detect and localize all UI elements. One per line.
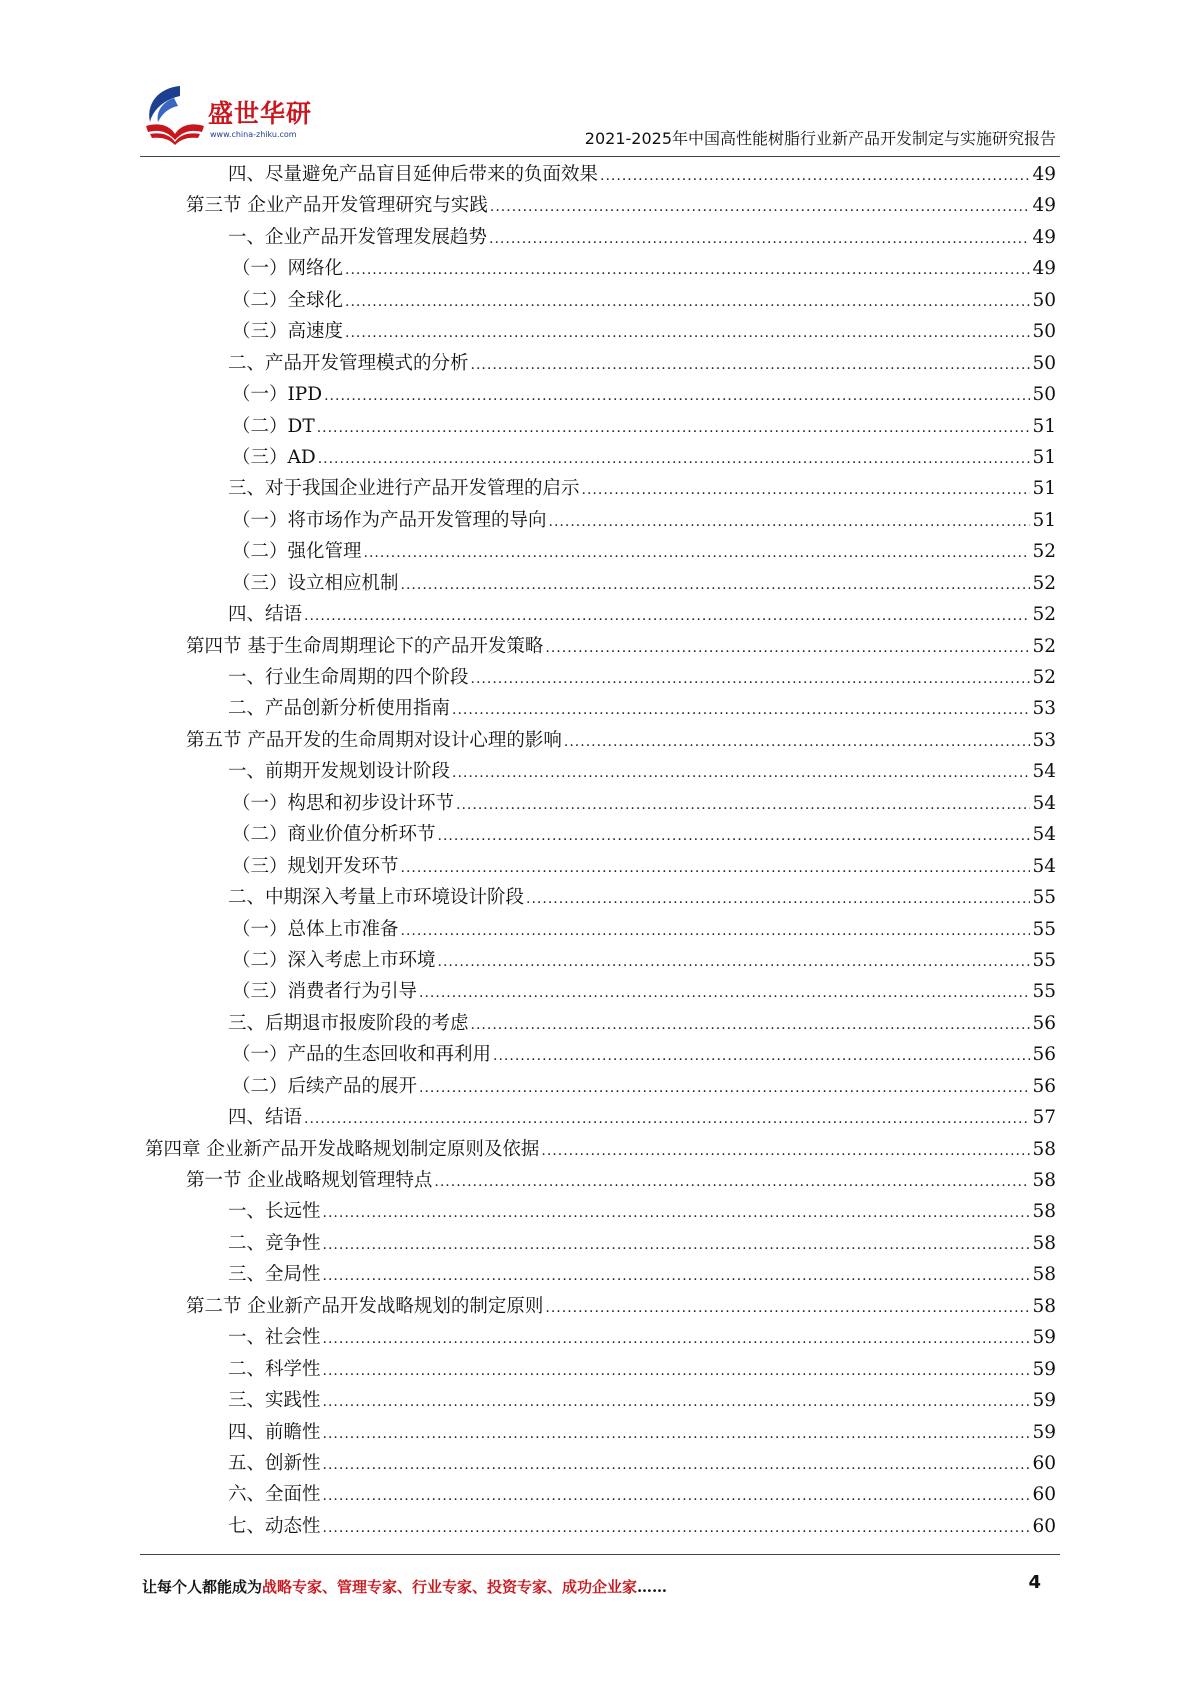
toc-entry-label: （一）IPD [232,384,323,406]
toc-entry[interactable] [140,190,1056,221]
toc-entry[interactable] [140,725,1056,756]
page-header [0,0,1191,160]
toc-entry[interactable] [140,1008,1056,1039]
report-title: 2021-2025年中国高性能树脂行业新产品开发制定与实施研究报告 [584,129,1056,148]
toc-entry[interactable] [140,976,1056,1007]
footer-slogan [142,1576,667,1597]
toc-entry-label: 二、科学性 [228,1358,321,1380]
toc-entry-page: 58 [1032,1201,1056,1223]
toc-entry[interactable] [140,253,1056,284]
toc-entry-label: 三、后期退市报废阶段的考虑 [228,1012,469,1034]
toc-entry-label: 三、实践性 [228,1390,321,1412]
toc-entry-page: 56 [1032,1075,1056,1097]
toc-entry[interactable] [140,1479,1056,1510]
toc-entry[interactable] [140,222,1056,253]
toc-dot-leader [323,1387,1031,1418]
toc-entry-page: 55 [1032,949,1056,971]
toc-entry[interactable] [140,536,1056,567]
toc-entry-label: 六、全面性 [228,1484,321,1506]
toc-dot-leader [452,758,1030,789]
toc-entry[interactable] [140,505,1056,536]
toc-entry-page: 60 [1032,1484,1056,1506]
toc-entry-page: 52 [1032,604,1056,626]
toc-dot-leader [419,1073,1030,1104]
toc-dot-leader [582,475,1031,506]
toc-dot-leader [456,790,1030,821]
toc-dot-leader [493,1041,1030,1072]
toc-dot-leader [345,287,1030,318]
toc-entry[interactable] [140,348,1056,379]
toc-entry[interactable] [140,631,1056,662]
toc-entry-label: （二）深入考虑上市环境 [232,949,436,971]
toc-entry[interactable] [140,1259,1056,1290]
toc-dot-leader [452,695,1030,726]
toc-entry-page: 60 [1032,1515,1056,1537]
toc-entry-page: 60 [1032,1452,1056,1474]
toc-entry-label: 五、创新性 [228,1452,321,1474]
toc-entry-page: 59 [1032,1390,1056,1412]
slogan-prefix: 让每个人都能成为 [142,1578,263,1596]
company-logo [140,82,313,148]
toc-dot-leader [489,224,1030,255]
toc-dot-leader [323,1356,1031,1387]
logo-website: www.china-zhiku.com [210,130,297,139]
toc-entry-label: 第一节 企业战略规划管理特点 [186,1170,433,1191]
toc-dot-leader [471,664,1031,695]
toc-entry-label: （二）后续产品的展开 [232,1075,418,1097]
toc-entry[interactable] [140,1196,1056,1227]
toc-entry[interactable] [140,945,1056,976]
toc-entry-label: 一、前期开发规划设计阶段 [228,761,451,783]
toc-entry[interactable] [140,662,1056,693]
toc-entry-page: 55 [1032,981,1056,1003]
toc-entry-page: 59 [1032,1327,1056,1349]
toc-dot-leader [323,1198,1031,1229]
toc-entry-label: （一）构思和初步设计环节 [232,792,455,814]
toc-entry-page: 49 [1032,195,1056,217]
toc-entry[interactable] [140,1165,1056,1196]
toc-dot-leader [545,633,1030,664]
toc-entry-label: 四、前瞻性 [228,1421,321,1443]
toc-entry[interactable] [140,851,1056,882]
toc-entry[interactable] [140,1228,1056,1259]
header-divider [140,156,1060,157]
toc-entry-page: 57 [1032,1107,1056,1129]
toc-entry-label: （三）AD [232,446,316,468]
toc-entry-label: 二、产品开发管理模式的分析 [228,352,469,374]
toc-entry-label: 一、企业产品开发管理发展趋势 [228,226,488,248]
toc-dot-leader [317,413,1031,444]
toc-entry-page: 52 [1032,541,1056,563]
toc-entry-label: 一、长远性 [228,1201,321,1223]
toc-entry-label: 二、产品创新分析使用指南 [228,698,451,720]
toc-entry-page: 55 [1032,918,1056,940]
toc-entry[interactable] [140,1354,1056,1385]
toc-entry[interactable] [140,1448,1056,1479]
toc-dot-leader [490,192,1031,223]
toc-dot-leader [323,1450,1031,1481]
toc-entry[interactable] [140,756,1056,787]
toc-entry-page: 54 [1032,855,1056,877]
toc-entry-label: （三）高速度 [232,321,344,343]
toc-entry-label: （二）DT [232,415,315,437]
toc-entry-page: 56 [1032,1012,1056,1034]
toc-dot-leader [600,161,1030,192]
toc-entry-label: 第二节 企业新产品开发战略规划的制定原则 [186,1295,544,1317]
toc-dot-leader [345,318,1030,349]
toc-entry[interactable] [140,1071,1056,1102]
toc-entry-page: 49 [1032,164,1056,185]
toc-entry[interactable] [140,473,1056,504]
toc-dot-leader [526,884,1030,915]
toc-entry-page: 59 [1032,1358,1056,1380]
toc-entry[interactable] [140,693,1056,724]
toc-entry-label: 一、行业生命周期的四个阶段 [228,667,469,688]
toc-entry-page: 52 [1032,572,1056,594]
toc-entry-label: （三）规划开发环节 [232,855,399,877]
toc-entry-page: 55 [1032,887,1056,909]
toc-entry[interactable] [140,1385,1056,1416]
toc-entry-label: （二）全球化 [232,289,344,311]
toc-entry-page: 51 [1032,415,1056,437]
toc-entry-label: 第四章 企业新产品开发战略规划制定原则及依据 [145,1138,540,1160]
toc-entry[interactable] [140,379,1056,410]
toc-dot-leader [419,978,1030,1009]
toc-entry[interactable] [140,1039,1056,1070]
toc-entry[interactable] [140,1102,1056,1133]
toc-entry-page: 53 [1032,698,1056,720]
toc-entry-page: 51 [1032,478,1056,500]
toc-dot-leader [438,947,1031,978]
toc-dot-leader [304,1104,1030,1135]
toc-entry[interactable] [140,285,1056,316]
logo-brand-name: 盛世华研 [208,99,313,128]
toc-dot-leader [323,1230,1031,1261]
toc-entry-label: 四、结语 [228,604,303,626]
toc-entry-page: 51 [1032,446,1056,468]
toc-entry-page: 56 [1032,1044,1056,1066]
toc-dot-leader [323,1324,1031,1355]
toc-dot-leader [401,853,1031,884]
toc-entry-page: 50 [1032,352,1056,374]
toc-dot-leader [545,1293,1030,1324]
toc-dot-leader [345,255,1030,286]
toc-entry-label: （二）强化管理 [232,541,362,563]
toc-entry-page: 49 [1032,226,1056,248]
toc-dot-leader [401,916,1031,947]
toc-dot-leader [323,1261,1031,1292]
toc-entry-page: 59 [1032,1421,1056,1443]
toc-entry-page: 54 [1032,761,1056,783]
slogan-suffix: …… [637,1578,668,1596]
toc-entry-label: 四、结语 [228,1107,303,1129]
toc-entry[interactable] [140,1291,1056,1322]
toc-entry-page: 49 [1032,258,1056,280]
toc-dot-leader [434,1167,1030,1198]
toc-entry[interactable] [140,316,1056,347]
toc-entry-label: （二）商业价值分析环节 [232,824,436,846]
toc-dot-leader [549,507,1031,538]
toc-entry[interactable] [140,568,1056,599]
toc-entry-label: （一）总体上市准备 [232,918,399,940]
toc-entry-page: 52 [1032,635,1056,657]
toc-entry[interactable] [140,882,1056,913]
toc-entry-page: 58 [1032,1170,1056,1191]
toc-entry-label: 二、中期深入考量上市环境设计阶段 [228,887,525,909]
toc-entry-label: 三、对于我国企业进行产品开发管理的启示 [228,478,580,500]
toc-entry-page: 58 [1032,1295,1056,1317]
toc-entry-label: 第四节 基于生命周期理论下的产品开发策略 [186,635,544,657]
toc-entry-page: 54 [1032,824,1056,846]
toc-entry[interactable] [140,1417,1056,1448]
toc-entry-page: 52 [1032,667,1056,688]
toc-entry[interactable] [140,1322,1056,1353]
toc-entry-label: 七、动态性 [228,1515,321,1537]
toc-dot-leader [401,570,1031,601]
toc-dot-leader [364,538,1031,569]
toc-entry[interactable] [140,442,1056,473]
toc-entry-page: 51 [1032,509,1056,531]
toc-dot-leader [438,821,1031,852]
toc-entry[interactable] [140,914,1056,945]
toc-entry[interactable] [140,1134,1056,1165]
toc-entry-label: 第三节 企业产品开发管理研究与实践 [186,195,488,217]
toc-entry[interactable] [140,788,1056,819]
table-of-contents [140,159,1056,1542]
toc-dot-leader [564,727,1031,758]
toc-entry-label: 二、竞争性 [228,1232,321,1254]
toc-entry[interactable] [140,599,1056,630]
toc-dot-leader [323,1481,1031,1512]
toc-dot-leader [324,381,1030,412]
toc-entry-page: 58 [1032,1138,1056,1160]
toc-entry[interactable] [140,411,1056,442]
toc-entry-label: 三、全局性 [228,1264,321,1286]
toc-entry-label: （三）设立相应机制 [232,572,399,594]
toc-dot-leader [471,1010,1031,1041]
toc-entry-label: （三）消费者行为引导 [232,981,418,1003]
toc-entry[interactable] [140,1511,1056,1542]
toc-entry-page: 50 [1032,321,1056,343]
toc-dot-leader [323,1419,1031,1450]
toc-entry-label: 四、尽量避免产品盲目延伸后带来的负面效果 [228,164,599,185]
toc-entry[interactable] [140,159,1056,190]
page-number: 4 [1028,1572,1041,1593]
toc-dot-leader [304,601,1030,632]
logo-book-icon [140,82,210,148]
slogan-highlight: 战略专家、管理专家、行业专家、投资专家、成功企业家 [262,1578,638,1596]
toc-dot-leader [323,1513,1031,1544]
toc-entry-page: 50 [1032,384,1056,406]
toc-entry-label: 第五节 产品开发的生命周期对设计心理的影响 [186,729,562,751]
toc-entry-label: （一）网络化 [232,258,344,280]
toc-entry-page: 58 [1032,1264,1056,1286]
toc-entry[interactable] [140,819,1056,850]
toc-entry-label: 一、社会性 [228,1327,321,1349]
toc-entry-page: 58 [1032,1232,1056,1254]
toc-entry-label: （一）产品的生态回收和再利用 [232,1044,492,1066]
toc-dot-leader [318,444,1031,475]
toc-entry-page: 54 [1032,792,1056,814]
toc-dot-leader [471,350,1031,381]
toc-entry-page: 50 [1032,289,1056,311]
footer-divider [140,1554,1060,1555]
toc-entry-page: 53 [1032,729,1056,751]
toc-entry-label: （一）将市场作为产品开发管理的导向 [232,509,547,531]
toc-dot-leader [541,1136,1030,1167]
